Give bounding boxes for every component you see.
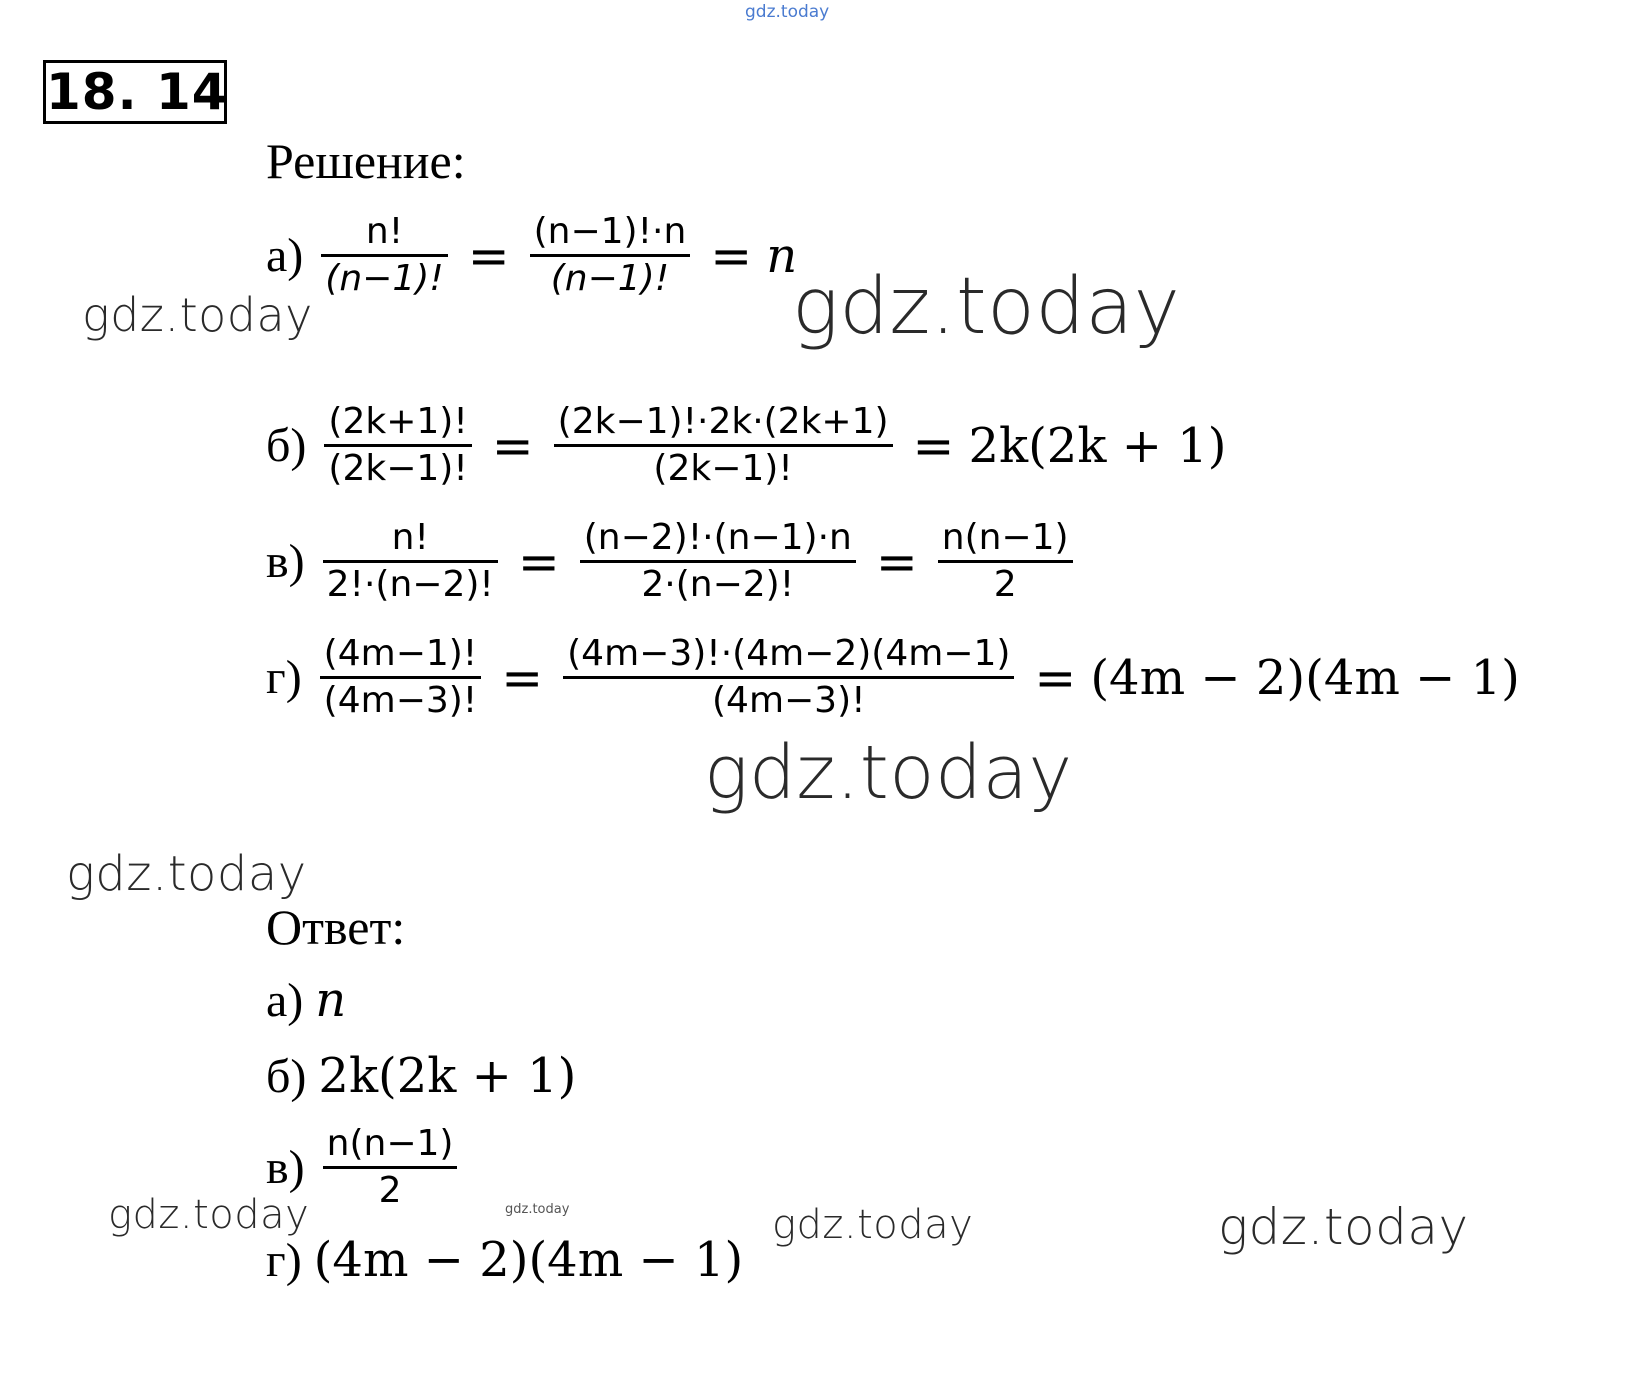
equals-sign: = [875, 532, 918, 591]
watermark: gdz.today [772, 1202, 974, 1248]
numerator: (n−1)!·n [533, 211, 687, 252]
fraction [323, 1122, 458, 1213]
item-label: г) [266, 1233, 302, 1287]
result: 2k(2k + 1) [968, 417, 1227, 474]
equals-sign: = [467, 226, 510, 285]
equals-sign: = [501, 648, 544, 707]
denominator: 2!·(n−2)! [326, 564, 494, 605]
denominator: (2k−1)! [328, 448, 468, 489]
answer-v [266, 1122, 463, 1213]
watermark: gdz.today [82, 288, 313, 342]
watermark-top: gdz.today [745, 2, 830, 22]
answer-heading: Ответ: [266, 899, 406, 955]
watermark: gdz.today [108, 1192, 310, 1238]
numerator: (4m−3)!·(4m−2)(4m−1) [567, 633, 1011, 674]
solution-a [266, 210, 797, 301]
denominator: 2 [378, 1170, 402, 1211]
solution-g [266, 632, 1520, 723]
result: n [766, 227, 798, 284]
numerator: n(n−1) [326, 1123, 454, 1164]
watermark: gdz.today [704, 730, 1073, 816]
equals-sign: = [710, 226, 753, 285]
fraction [530, 210, 691, 301]
equals-sign: = [517, 532, 560, 591]
denominator: (4m−3)! [323, 680, 478, 721]
denominator: 2 [993, 564, 1017, 605]
numerator: n(n−1) [941, 517, 1069, 558]
watermark-small: gdz.today [505, 1202, 570, 1217]
denominator: (4m−3)! [712, 680, 866, 721]
answer-value: (4m − 2)(4m − 1) [313, 1232, 744, 1288]
denominator: (2k−1)! [653, 448, 793, 489]
answer-g [266, 1232, 743, 1288]
result: (4m − 2)(4m − 1) [1090, 649, 1520, 706]
denominator: (n−1)! [550, 258, 670, 299]
numerator: (2k+1)! [328, 401, 468, 442]
fraction [563, 632, 1014, 723]
item-label: а) [266, 973, 304, 1027]
watermark: gdz.today [66, 846, 307, 902]
equals-sign: = [491, 416, 534, 475]
fraction [324, 400, 471, 491]
answer-value: 2k(2k + 1) [318, 1048, 577, 1104]
denominator: 2·(n−2)! [641, 564, 795, 605]
answer-b [266, 1048, 576, 1104]
fraction [323, 516, 498, 607]
watermark: gdz.today [792, 262, 1181, 352]
fraction [321, 210, 447, 301]
item-label: б) [266, 1049, 307, 1103]
answer-value: n [315, 972, 347, 1028]
item-label: г) [266, 651, 302, 704]
fraction [580, 516, 856, 607]
denominator: (n−1)! [325, 258, 444, 299]
numerator: (4m−1)! [323, 633, 478, 674]
fraction [554, 400, 893, 491]
numerator: n! [391, 517, 429, 558]
item-label: в) [266, 535, 305, 588]
problem-number: 18. 14 [43, 60, 227, 124]
item-label: б) [266, 419, 307, 472]
item-label: а) [266, 229, 304, 282]
numerator: n! [365, 211, 404, 252]
watermark: gdz.today [1218, 1198, 1469, 1256]
solution-b [266, 400, 1226, 491]
equals-sign: = [912, 416, 955, 475]
item-label: в) [266, 1141, 305, 1194]
solution-v [266, 516, 1079, 607]
fraction [938, 516, 1073, 607]
numerator: (n−2)!·(n−1)·n [583, 517, 852, 558]
answer-a [266, 972, 346, 1028]
solution-heading: Решение: [266, 133, 466, 189]
numerator: (2k−1)!·2k·(2k+1) [557, 401, 889, 442]
fraction [320, 632, 482, 723]
equals-sign: = [1034, 648, 1077, 707]
